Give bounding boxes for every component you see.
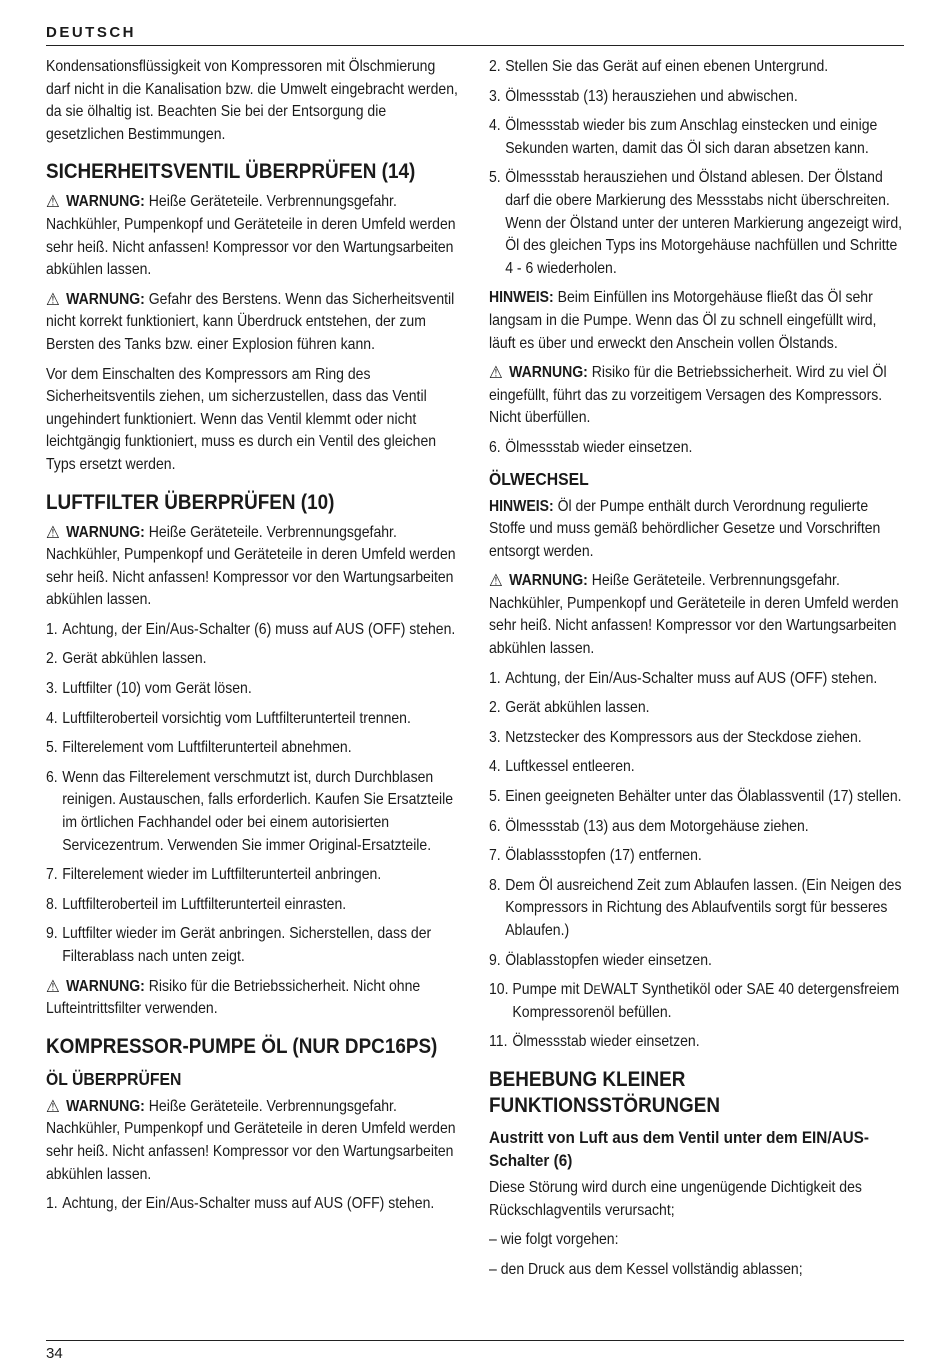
step-number: 3. xyxy=(489,728,501,746)
note-label: HINWEIS: xyxy=(489,497,554,515)
warning-label: WARNUNG: xyxy=(66,1097,145,1115)
warning-text: Risiko für die Betriebssicherheit. Wird zu viel Öl eingefüllt, führt das zu vorzeitigem Versagen des Kompressors. Nicht überfüllen. xyxy=(489,364,887,427)
step-number: 6. xyxy=(46,768,58,786)
step-number: 2. xyxy=(489,58,501,75)
warning-label: WARNUNG: xyxy=(66,523,145,541)
warning-text: Heiße Geräteteile. Verbrennungsgefahr. Nachkühler, Pumpenkopf und Geräteteile in deren Umfeld werden sehr heiß. Nicht anfassen! Kompressor vor den Wartungsarbeiten abkühlen lassen. xyxy=(489,572,899,658)
top-divider xyxy=(46,45,904,46)
step-text: Luftfilteroberteil vorsichtig vom Luftfilterunterteil trennen. xyxy=(62,709,411,727)
step-number: 9. xyxy=(489,951,501,969)
step-number: 6. xyxy=(489,438,501,456)
step-text: Gerät abkühlen lassen. xyxy=(62,650,207,668)
warning-triangle-icon: ⚠ xyxy=(46,1096,60,1116)
warning-text: Heiße Geräteteile. Verbrennungsgefahr. Nachkühler, Pumpenkopf und Geräteteile in deren Umfeld werden sehr heiß. Nicht anfassen! Kompressor vor den Wartungsarbeiten abkühlen lassen. xyxy=(46,193,456,279)
note-paragraph xyxy=(489,496,905,564)
warning-label: WARNUNG: xyxy=(509,364,588,382)
oil-check-steps-start xyxy=(46,1193,462,1216)
list-item xyxy=(489,756,905,779)
oil-change-steps-two-digit xyxy=(489,979,905,1054)
step-number: 1. xyxy=(46,1195,58,1213)
pump-oil-heading: KOMPRESSOR-PUMPE ÖL (NUR DPC16PS) xyxy=(46,1034,438,1058)
list-item xyxy=(489,950,905,973)
note-paragraph xyxy=(489,287,905,355)
air-filter-steps xyxy=(46,619,462,969)
list-item xyxy=(46,648,462,671)
bottom-divider xyxy=(46,1340,904,1341)
step-number: 5. xyxy=(46,739,58,757)
step-text: Einen geeigneten Behälter unter das Ölablassventil (17) stellen. xyxy=(505,788,902,806)
list-item xyxy=(489,437,905,460)
warning-paragraph xyxy=(46,976,462,1021)
warning-text: Gefahr des Berstens. Wenn das Sicherheitsventil nicht korrekt funktioniert, kann Überdruck entstehen, der zum Bersten des Tanks bzw. einer Explosion führen kann. xyxy=(46,290,455,353)
step-text: Luftfilter (10) vom Gerät lösen. xyxy=(62,680,252,698)
note-text: Beim Einfüllen ins Motorgehäuse fließt das Öl sehr langsam in die Pumpe. Wenn das Öl zu schnell eingefüllt wird, läuft es über und erweckt den Anschein vollen Ölstands. xyxy=(489,289,877,352)
list-item xyxy=(46,1193,462,1216)
step-number: 3. xyxy=(46,680,58,698)
brand-small-caps: E xyxy=(593,983,601,998)
troubleshooting-heading: BEHEBUNG KLEINER FUNKTIONSSTÖRUNGEN xyxy=(489,1067,721,1117)
warning-label: WARNUNG: xyxy=(66,977,145,995)
oil-change-steps xyxy=(489,668,905,973)
step-text: Achtung, der Ein/Aus-Schalter muss auf AUS (OFF) stehen. xyxy=(505,669,878,687)
step-number: 3. xyxy=(489,87,501,105)
step-number: 4. xyxy=(46,709,58,727)
warning-paragraph xyxy=(489,570,905,660)
step-number: 5. xyxy=(489,788,501,806)
list-item xyxy=(46,708,462,731)
list-item xyxy=(46,923,462,968)
warning-triangle-icon: ⚠ xyxy=(489,571,503,591)
warning-triangle-icon: ⚠ xyxy=(46,522,60,542)
warning-label: WARNUNG: xyxy=(509,572,588,590)
warning-triangle-icon: ⚠ xyxy=(46,289,60,309)
list-item xyxy=(489,697,905,720)
step-text: Filterelement vom Luftfilterunterteil abnehmen. xyxy=(62,739,352,757)
oil-check-subheading: ÖL ÜBERPRÜFEN xyxy=(46,1068,182,1089)
warning-triangle-icon: ⚠ xyxy=(489,363,503,383)
step-text: Ölmessstab wieder einsetzen. xyxy=(512,1033,700,1051)
list-item xyxy=(489,786,905,809)
step-text: Luftfilteroberteil im Luftfilterunterteil einrasten. xyxy=(62,895,347,913)
list-item xyxy=(46,737,462,760)
warning-paragraph xyxy=(46,289,462,357)
list-item xyxy=(489,845,905,868)
warning-text: Heiße Geräteteile. Verbrennungsgefahr. Nachkühler, Pumpenkopf und Geräteteile in deren Umfeld werden sehr heiß. Nicht anfassen! Kompressor vor den Wartungsarbeiten abkühlen lassen. xyxy=(46,1097,456,1183)
list-item xyxy=(46,864,462,887)
warning-text: Risiko für die Betriebssicherheit. Nicht ohne Lufteintrittsfilter verwenden. xyxy=(46,977,421,1018)
warning-paragraph xyxy=(46,522,462,612)
warning-paragraph xyxy=(46,1096,462,1186)
safety-valve-heading: SICHERHEITSVENTIL ÜBERPRÜFEN (14) xyxy=(46,160,416,184)
warning-label: WARNUNG: xyxy=(66,290,145,308)
note-text: Öl der Pumpe enthält durch Verordnung regulierte Stoffe und muss gemäß behördlicher Gesetze und Vorschriften entsorgt werden. xyxy=(489,497,881,560)
step-text: Ölablasstopfen wieder einsetzen. xyxy=(505,951,712,969)
list-item xyxy=(489,86,905,109)
step-number: 2. xyxy=(489,699,501,717)
step-text: Filterelement wieder im Luftfilterunterteil anbringen. xyxy=(62,866,382,884)
oil-check-steps-continued xyxy=(489,56,905,280)
step-text: Ölmessstab wieder einsetzen. xyxy=(505,438,693,456)
list-item xyxy=(489,115,905,160)
list-item xyxy=(489,1031,905,1054)
language-header: DEUTSCH xyxy=(46,24,137,41)
step-number: 11. xyxy=(489,1033,508,1051)
list-item xyxy=(46,619,462,642)
list-item xyxy=(489,979,905,1024)
list-item xyxy=(489,668,905,691)
step-number: 4. xyxy=(489,758,501,776)
step-text: Netzstecker des Kompressors aus der Steckdose ziehen. xyxy=(505,728,862,746)
step-text: Ölmessstab herausziehen und Ölstand ablesen. Der Ölstand darf die obere Markierung des Messstabs nicht überschreiten. Wenn der Ölstand unter der unteren Markierung angezeigt wird, Öl des gleichen Typs ins Motorgehäuse nachfüllen und Schritte 4 - 6 wiederholen. xyxy=(505,169,903,277)
warning-label: WARNUNG: xyxy=(66,193,145,211)
dash-list-item: – wie folgt vorgehen: xyxy=(489,1231,619,1249)
oil-check-step-6 xyxy=(489,437,905,460)
step-text: Stellen Sie das Gerät auf einen ebenen Untergrund. xyxy=(505,58,829,75)
step-number: 4. xyxy=(489,117,501,135)
step-number: 10. xyxy=(489,981,509,999)
step-number: 7. xyxy=(489,847,501,865)
step-number: 7. xyxy=(46,866,58,884)
step-number: 9. xyxy=(46,925,58,943)
warning-paragraph xyxy=(46,191,462,281)
step-text: Pumpe mit D xyxy=(512,981,594,999)
safety-valve-body: Vor dem Einschalten des Kompressors am Ring des Sicherheitsventils ziehen, um sicherzustellen, dass das Ventil ungehindert funktioniert. Wenn das Ventil klemmt oder nicht leichtgängig funktioniert, muss es durch ein Ventil des gleichen Typs ersetzt werden. xyxy=(46,365,437,473)
left-column xyxy=(46,56,462,1223)
step-number: 1. xyxy=(46,620,58,638)
step-text: Luftfilter wieder im Gerät anbringen. Sicherstellen, dass der Filterablass nach unten zeigt. xyxy=(62,925,432,965)
troubleshooting-subheading: Austritt von Luft aus dem Ventil unter dem EIN/AUS-Schalter (6) xyxy=(489,1127,869,1170)
step-text: Ölablassstopfen (17) entfernen. xyxy=(505,847,702,865)
warning-triangle-icon: ⚠ xyxy=(46,192,60,212)
page-number: 34 xyxy=(46,1345,63,1362)
warning-paragraph xyxy=(489,362,905,430)
step-text: Ölmessstab (13) herausziehen und abwischen. xyxy=(505,87,798,105)
list-item xyxy=(489,56,905,79)
step-number: 1. xyxy=(489,669,501,687)
step-text: Gerät abkühlen lassen. xyxy=(505,699,650,717)
intro-paragraph: Kondensationsflüssigkeit von Kompressoren mit Ölschmierung darf nicht in die Kanalisation bzw. die Umwelt eingebracht werden, da sie ölhaltig ist. Beachten Sie bei der Entsorgung die gesetzlichen Bestimmungen. xyxy=(46,58,458,143)
step-text: WALT Synthetiköl oder SAE 40 detergensfreiem Kompressorenöl befüllen. xyxy=(512,981,900,1021)
step-number: 8. xyxy=(489,876,501,894)
list-item xyxy=(489,727,905,750)
list-item xyxy=(489,167,905,280)
warning-text: Heiße Geräteteile. Verbrennungsgefahr. Nachkühler, Pumpenkopf und Geräteteile in deren Umfeld werden sehr heiß. Nicht anfassen! Kompressor vor den Wartungsarbeiten abkühlen lassen. xyxy=(46,523,456,609)
step-text: Achtung, der Ein/Aus-Schalter (6) muss auf AUS (OFF) stehen. xyxy=(62,620,456,638)
warning-triangle-icon: ⚠ xyxy=(46,976,60,996)
troubleshooting-body: Diese Störung wird durch eine ungenügende Dichtigkeit des Rückschlagventils verursacht; xyxy=(489,1178,862,1219)
note-label: HINWEIS: xyxy=(489,289,554,307)
air-filter-heading: LUFTFILTER ÜBERPRÜFEN (10) xyxy=(46,490,335,514)
step-number: 2. xyxy=(46,650,58,668)
right-column xyxy=(489,56,905,1288)
list-item xyxy=(489,816,905,839)
step-text: Wenn das Filterelement verschmutzt ist, durch Durchblasen reinigen. Austauschen, falls erforderlich. Kaufen Sie Ersatzteile im örtlichen Fachhandel oder bei einem autorisierten Servicezentrum. Verwenden Sie immer Original-Ersatzteile. xyxy=(62,768,454,854)
list-item xyxy=(46,894,462,917)
step-number: 5. xyxy=(489,169,501,187)
list-item xyxy=(46,767,462,857)
step-number: 8. xyxy=(46,895,58,913)
dash-list-item: – den Druck aus dem Kessel vollständig ablassen; xyxy=(489,1260,803,1278)
step-number: 6. xyxy=(489,817,501,835)
step-text: Achtung, der Ein/Aus-Schalter muss auf AUS (OFF) stehen. xyxy=(62,1195,435,1213)
list-item xyxy=(489,875,905,943)
step-text: Dem Öl ausreichend Zeit zum Ablaufen lassen. (Ein Neigen des Kompressors in Richtung des Ablaufventils sorgt für besseres Ablaufen.) xyxy=(505,876,902,939)
oil-change-subheading: ÖLWECHSEL xyxy=(489,468,589,489)
step-text: Ölmessstab wieder bis zum Anschlag einstecken und einige Sekunden warten, damit das Öl sich daran absetzen kann. xyxy=(505,117,878,157)
list-item xyxy=(46,678,462,701)
step-text: Ölmessstab (13) aus dem Motorgehäuse ziehen. xyxy=(505,817,809,835)
step-text: Luftkessel entleeren. xyxy=(505,758,635,776)
